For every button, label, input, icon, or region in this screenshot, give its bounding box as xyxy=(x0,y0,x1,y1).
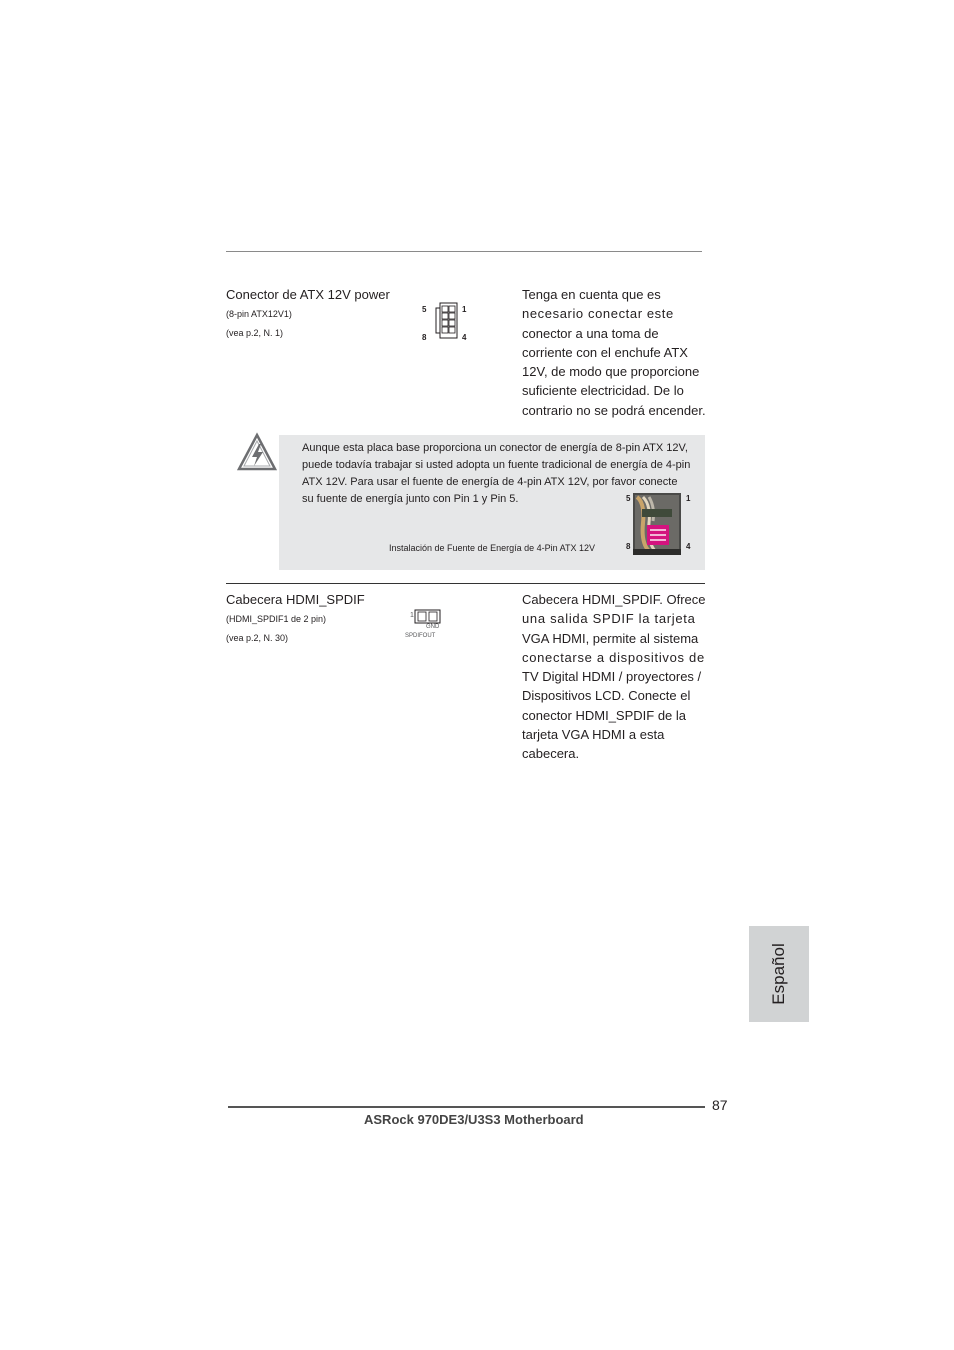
atx12v-title: Conector de ATX 12V power xyxy=(226,287,390,302)
two-pin-header-icon xyxy=(414,609,442,625)
desc-line: VGA HDMI, permite al sistema xyxy=(522,630,699,646)
warning-triangle-icon xyxy=(236,432,278,472)
desc-line: cabecera. xyxy=(522,746,580,762)
photo-pin-label-5: 5 xyxy=(626,494,631,503)
warning-line: Aunque esta placa base proporciona un conector de energía de 8-pin ATX 12V, xyxy=(302,442,688,454)
desc-line: una salida SPDIF la tarjeta xyxy=(522,611,696,627)
photo-pin-label-4: 4 xyxy=(686,542,691,551)
atx12v-ref: (vea p.2, N. 1) xyxy=(226,328,284,338)
footer-divider xyxy=(228,1106,705,1108)
desc-line: Tenga en cuenta que es xyxy=(522,287,661,302)
hdmi-spdif-title: Cabecera HDMI_SPDIF xyxy=(226,592,365,607)
hdmi-spdif-ref: (vea p.2, N. 30) xyxy=(226,633,289,643)
desc-line: tarjeta VGA HDMI a esta xyxy=(522,727,665,743)
pin-label-4: 4 xyxy=(462,333,467,342)
spdif-out-label: SPDIFOUT xyxy=(405,633,436,639)
warning-line: su fuente de energía junto con Pin 1 y Pin 5. xyxy=(302,493,519,505)
top-divider xyxy=(226,251,702,252)
desc-line: contrario no se podrá encender. xyxy=(522,402,706,418)
photo-pin-label-8: 8 xyxy=(626,542,631,551)
desc-line: suficiente electricidad. De lo xyxy=(522,383,684,399)
desc-line: Dispositivos LCD. Conecte el xyxy=(522,688,691,704)
warning-line: puede todavía trabajar si usted adopta un fuente tradicional de energía de 4-pin xyxy=(302,459,691,471)
spdif-gnd-label: GND xyxy=(426,624,440,630)
desc-line: conector a una toma de xyxy=(522,325,659,341)
pin-label-8: 8 xyxy=(422,333,427,342)
page-number: 87 xyxy=(712,1097,728,1113)
atx12v-subtitle: (8-pin ATX12V1) xyxy=(226,309,292,319)
section-divider xyxy=(226,583,705,584)
desc-line: 12V, de modo que proporcione xyxy=(522,364,700,380)
hdmi-spdif-description xyxy=(522,590,707,764)
desc-line: TV Digital HDMI / proyectores / xyxy=(522,669,702,685)
pin-label-5: 5 xyxy=(422,305,427,314)
connector-photo-image xyxy=(633,493,681,555)
language-tab-label: Español xyxy=(769,943,788,1005)
footer-title: ASRock 970DE3/U3S3 Motherboard xyxy=(364,1112,584,1127)
desc-line: conector HDMI_SPDIF de la xyxy=(522,707,687,723)
photo-pin-label-1: 1 xyxy=(686,494,691,503)
warning-caption: Instalación de Fuente de Energía de 4-Pin ATX 12V xyxy=(389,543,595,553)
desc-line: conectarse a dispositivos de xyxy=(522,649,705,665)
desc-line: corriente con el enchufe ATX xyxy=(522,344,688,360)
eight-pin-connector-icon xyxy=(434,302,460,340)
language-tab xyxy=(749,926,809,1022)
hdmi-spdif-subtitle: (HDMI_SPDIF1 de 2 pin) xyxy=(226,614,327,624)
warning-line: ATX 12V. Para usar el fuente de energía de 4-pin ATX 12V, por favor conecte xyxy=(302,476,678,488)
pin-label-1: 1 xyxy=(462,305,467,314)
desc-line: necesario conectar este xyxy=(522,306,674,322)
atx12v-description xyxy=(522,285,707,420)
spdif-pin-1-label: 1 xyxy=(410,612,414,619)
desc-line: Cabecera HDMI_SPDIF. Ofrece xyxy=(522,592,706,607)
